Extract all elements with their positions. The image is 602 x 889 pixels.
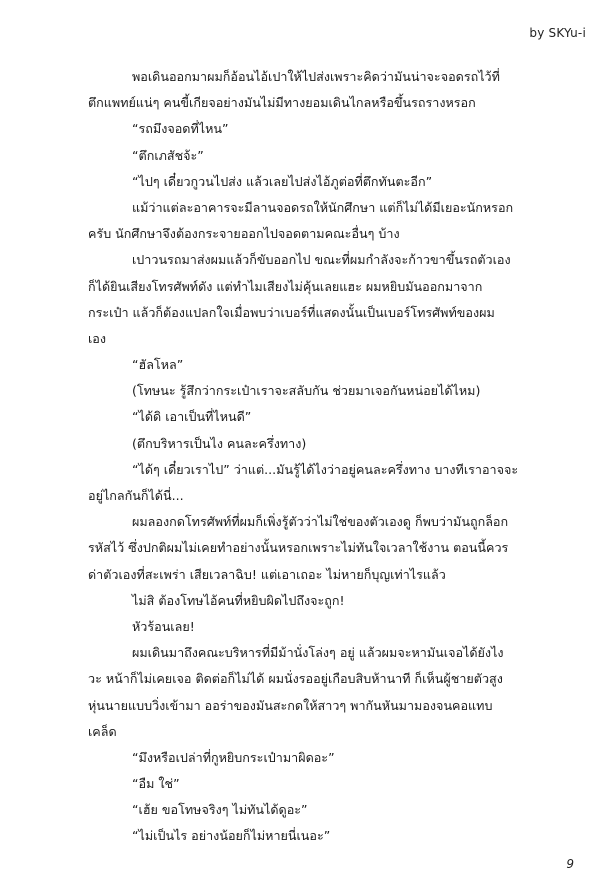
text-line: “ได้ดิ เอาเป็นที่ไหนดี” — [132, 409, 252, 425]
text-line: (โทษนะ รู้สึกว่ากระเป๋าเราจะสลับกัน ช่วยมาเจอกันหน่อยได้ไหม) — [132, 383, 481, 399]
text-line: “ไม่เป็นไร อย่างน้อยก็ไม่หายนี่เนอะ” — [132, 828, 331, 844]
page-header-author: by SKYu-i — [529, 26, 586, 40]
text-line: อยู่ไกลกันก็ได้นี่... — [88, 488, 184, 503]
text-line: ด่าตัวเองที่สะเพร่า เสียเวลาฉิบ! แต่เอาเถอะ ไม่หายก็บุญเท่าไรแล้ว — [88, 566, 446, 582]
text-line: ก็ได้ยินเสียงโทรศัพท์ดัง แต่ทำไมเสียงไม่คุ้นเลยแฮะ ผมหยิบมันออกมาจาก — [88, 278, 483, 294]
text-line: หุ่นนายแบบวิ่งเข้ามา ออร่าของมันสะกดให้สาวๆ พากันหันมามองจนคอแทบ — [88, 697, 493, 713]
text-line: วะ หน้าก็ไม่เคยเจอ ติดต่อก็ไม่ได้ ผมนั่งรออยู่เกือบสิบห้านาที ก็เห็นผู้ชายตัวสูง — [88, 671, 503, 687]
document-body — [88, 64, 580, 850]
text-line: “มึงหรือเปล่าที่กูหยิบกระเป๋ามาผิดอะ” — [132, 749, 335, 765]
text-line: พอเดินออกมาผมก็อ้อนไอ้เปาให้ไปส่งเพราะคิดว่ามันน่าจะจอดรถไว้ที่ — [132, 69, 500, 84]
text-line: รหัสไว้ ซึ่งปกติผมไม่เคยทำอย่างนั้นหรอกเพราะไม่ทันใจเวลาใช้งาน ตอนนี้ควร — [88, 540, 509, 556]
text-line: ครับ นักศึกษาจึงต้องกระจายออกไปจอดตามคณะอื่นๆ บ้าง — [88, 226, 400, 242]
text-line: ตึกแพทย์แน่ๆ คนขี้เกียจอย่างมันไม่มีทางยอมเดินไกลหรือขึ้นรถรางหรอก — [88, 95, 476, 111]
text-line: ผมลองกดโทรศัพท์ที่ผมก็เพิ่งรู้ตัวว่าไม่ใช่ของตัวเองดู ก็พบว่ามันถูกล็อก — [132, 514, 509, 530]
text-line: ผมเดินมาถึงคณะบริหารที่มีม้านั่งโล่งๆ อยู่ แล้วผมจะหามันเจอได้ยังไง — [132, 645, 504, 661]
text-line: “ตึกเภสัชจ้ะ” — [132, 147, 204, 163]
text-line: “รถมึงจอดที่ไหน” — [132, 121, 229, 137]
text-line: แม้ว่าแต่ละอาคารจะมีลานจอดรถให้นักศึกษา แต่ก็ไม่ได้มีเยอะนักหรอก — [132, 199, 514, 215]
text-line: (ตึกบริหารเป็นไง คนละครึ่งทาง) — [132, 435, 307, 451]
text-line: “ได้ๆ เดี๋ยวเราไป” ว่าแต่...มันรู้ได้ไงว่าอยู่คนละครึ่งทาง บางทีเราอาจจะ — [132, 461, 519, 477]
text-line: กระเป๋า แล้วก็ต้องแปลกใจเมื่อพบว่าเบอร์ที่แสดงนั้นเป็นเบอร์โทรศัพท์ของผม — [88, 304, 495, 320]
text-line: หัวร้อนเลย! — [132, 618, 195, 634]
text-line: “ไปๆ เดี๋ยวกูวนไปส่ง แล้วเลยไปส่งไอ้ภูต่อที่ตึกทันตะอีก” — [132, 173, 433, 189]
text-line: เอง — [88, 330, 107, 346]
text-line: “อืม ใช่” — [132, 776, 180, 792]
text-line: เคล็ด — [88, 723, 117, 739]
text-line: ไม่สิ ต้องโทษไอ้คนที่หยิบผิดไปถึงจะถูก! — [132, 592, 345, 608]
text-line: “เฮ้ย ขอโทษจริงๆ ไม่ทันได้ดูอะ” — [132, 802, 308, 818]
text-line: เปาวนรถมาส่งผมแล้วก็ขับออกไป ขณะที่ผมกำลังจะก้าวขาขึ้นรถตัวเอง — [132, 252, 511, 268]
text-line: “ฮัลโหล” — [132, 357, 184, 373]
page-number: 9 — [566, 857, 574, 871]
